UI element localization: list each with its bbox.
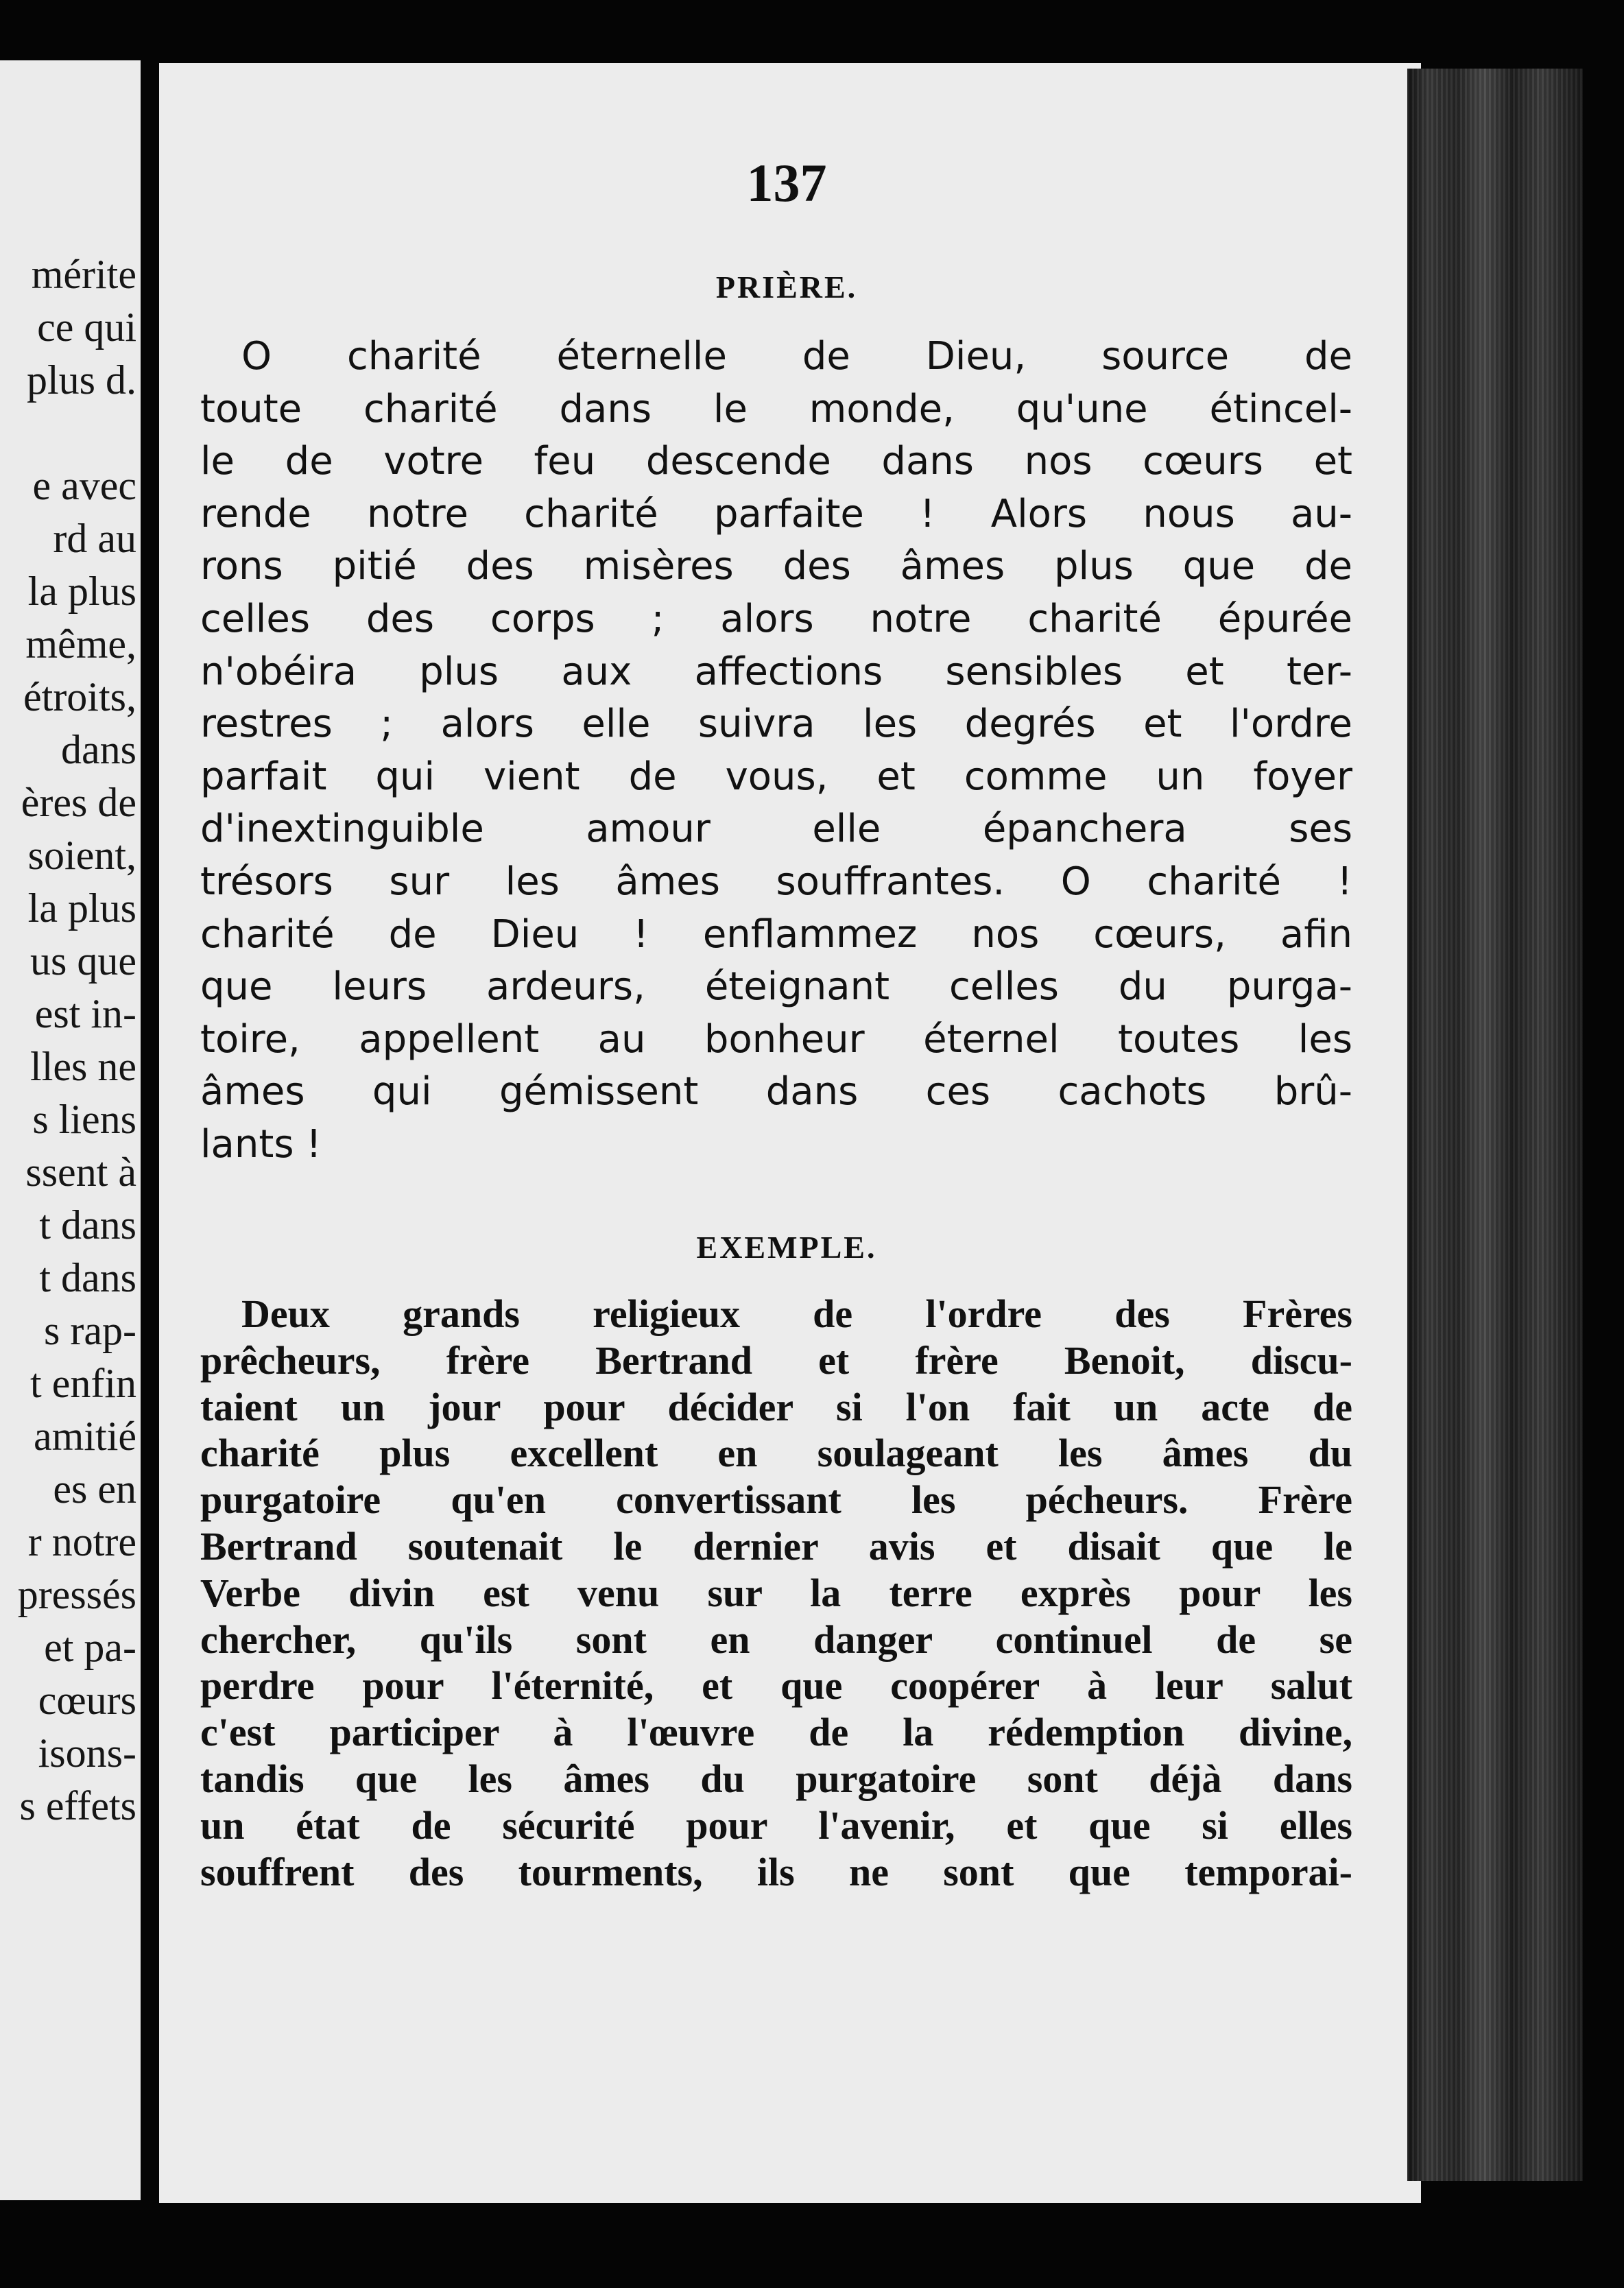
book-page: [159, 63, 1421, 2203]
left-text-fragment: isons-: [38, 1730, 136, 1776]
left-text-fragment: s liens: [32, 1097, 136, 1142]
example-line: taient un jour pour décider si l'on fait un acte de: [200, 1384, 1352, 1429]
example-line: souffrent des tourments, ils ne sont que temporai-: [200, 1849, 1352, 1894]
prayer-heading: PRIÈRE.: [715, 270, 858, 305]
page-number: 137: [746, 153, 827, 213]
prayer-line: parfait qui vient de vous, et comme un foyer: [200, 754, 1352, 799]
left-text-fragment: amitié: [34, 1414, 136, 1459]
prayer-line: n'obéira plus aux affections sensibles et ter-: [200, 649, 1352, 694]
left-text-fragment: lles ne: [30, 1044, 136, 1089]
left-text-fragment: soient,: [27, 833, 136, 878]
left-text-fragment: t dans: [39, 1255, 136, 1300]
example-line: charité plus excellent en soulageant les âmes du: [200, 1431, 1352, 1476]
prayer-line: âmes qui gémissent dans ces cachots brû-: [200, 1069, 1352, 1115]
left-text-fragment: mérite: [31, 252, 136, 297]
book-page-edges: [1407, 69, 1583, 2181]
prayer-line: rende notre charité parfaite ! Alors nous au-: [200, 491, 1352, 536]
example-line: tandis que les âmes du purgatoire sont déjà dans: [200, 1756, 1352, 1801]
prayer-line: celles des corps ; alors notre charité épurée: [200, 596, 1352, 641]
example-line: Verbe divin est venu sur la terre exprès pour les: [200, 1570, 1352, 1615]
prayer-line: trésors sur les âmes souffrantes. O charité !: [200, 859, 1352, 904]
left-text-fragment: us que: [30, 938, 136, 984]
prayer-line: toute charité dans le monde, qu'une étincel-: [200, 386, 1352, 431]
left-text-fragment: la plus: [27, 569, 136, 614]
prayer-line: lants !: [200, 1121, 322, 1167]
example-line: Bertrand soutenait le dernier avis et disait que le: [200, 1523, 1352, 1569]
left-page-fragment: [0, 60, 141, 2200]
left-text-fragment: pressés: [17, 1572, 136, 1617]
prayer-line: O charité éternelle de Dieu, source de: [241, 334, 1352, 379]
left-text-fragment: ères de: [21, 780, 136, 825]
example-line: perdre pour l'éternité, et que coopérer à leur salut: [200, 1663, 1352, 1708]
example-line: prêcheurs, frère Bertrand et frère Benoit, discu-: [200, 1337, 1352, 1383]
example-paragraph: [200, 1291, 1352, 1895]
prayer-line: restres ; alors elle suivra les degrés et l'ordre: [200, 702, 1352, 747]
left-text-fragment: dans: [61, 727, 136, 772]
left-text-fragment: rd au: [53, 516, 136, 561]
prayer-paragraph: [200, 331, 1352, 1171]
left-text-fragment: t dans: [39, 1202, 136, 1248]
example-line: chercher, qu'ils sont en danger continuel de se: [200, 1617, 1352, 1662]
left-text-fragment: cœurs: [38, 1678, 136, 1723]
left-text-fragment: t enfin: [30, 1361, 136, 1406]
example-line: c'est participer à l'œuvre de la rédemption divine,: [200, 1710, 1352, 1755]
prayer-line: charité de Dieu ! enflammez nos cœurs, afin: [200, 911, 1352, 957]
left-text-fragment: ssent à: [25, 1149, 136, 1195]
left-text-fragment: la plus: [27, 885, 136, 931]
prayer-line: toire, appellent au bonheur éternel toutes les: [200, 1016, 1352, 1062]
example-line: un état de sécurité pour l'avenir, et que si elles: [200, 1802, 1352, 1848]
left-text-fragment: ce qui: [37, 305, 136, 350]
prayer-line: que leurs ardeurs, éteignant celles du purga-: [200, 964, 1352, 1010]
left-text-fragment: s effets: [19, 1783, 136, 1828]
prayer-line: d'inextinguible amour elle épanchera ses: [200, 807, 1352, 852]
example-line: purgatoire qu'en convertissant les pécheurs. Frère: [200, 1477, 1352, 1523]
prayer-line: le de votre feu descende dans nos cœurs et: [200, 439, 1352, 484]
left-text-fragment: es en: [53, 1466, 136, 1512]
prayer-line: rons pitié des misères des âmes plus que de: [200, 544, 1352, 589]
left-text-fragment: e avec: [32, 463, 136, 508]
left-text-fragment: plus d.: [26, 357, 136, 403]
left-text-fragment: r notre: [27, 1519, 136, 1564]
left-text-fragment: est in-: [34, 991, 136, 1036]
example-line: Deux grands religieux de l'ordre des Frères: [241, 1291, 1352, 1336]
example-heading: EXEMPLE.: [696, 1230, 877, 1265]
left-text-fragment: étroits,: [23, 674, 136, 719]
left-text-fragment: s rap-: [44, 1308, 136, 1353]
left-text-fragment: même,: [25, 621, 136, 667]
left-text-fragment: et pa-: [44, 1625, 136, 1670]
